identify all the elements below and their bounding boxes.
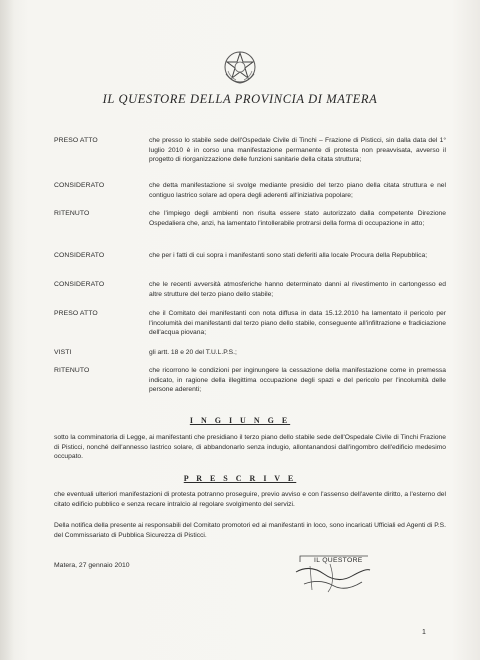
entry-text: che le recenti avversità atmosferiche hanno determinato danni al rivestimento in cartongesso ed altre strutture del terzo piano dello stabile;: [149, 281, 446, 298]
page-title: IL QUESTORE DELLA PROVINCIA DI MATERA: [102, 92, 378, 106]
entry-label: RITENUTO: [54, 210, 90, 217]
entry-text: che il Comitato dei manifestanti con nota diffusa in data 15.12.2010 ha lamentato il pericolo per l'incolumità dei manifestanti dal terzo piano dello stabile, conseguente all'infiltrazione e fradiciazione dell'acqua piovana;: [149, 310, 446, 337]
entry-text: che ricorrono le condizioni per inginungere la cessazione della manifestazione come in premessa indicato, in ragione della illegittima occupazione degli spazi e del pericolo per l'incolumità delle persone aderenti;: [149, 367, 446, 394]
entry-text: che detta manifestazione si svolge mediante presidio del terzo piano della citata struttura e nel contiguo lastrico solare ad opera degli aderenti all'iniziativa popolare;: [149, 182, 446, 199]
entry-text: che presso lo stabile sede dell'Ospedale Civile di Tinchi – Frazione di Pisticci, sin dalla data del 1° luglio 2010 è in corso una manifestazione permanente di protesta non preavvisata, avverso il progetto di riorganizzazione delle funzioni sanitarie della citata struttura;: [149, 137, 446, 164]
prescrive-heading: P R E S C R I V E: [183, 474, 297, 483]
entry-text: che l'impiego degli ambienti non risulta essere stato autorizzato dalla competente Direzione Ospedaliera che, anzi, ha lamentato l'intollerabile protrarsi della forma di occupazione in atto;: [149, 210, 446, 227]
entry-text: che per i fatti di cui sopra i manifestanti sono stati deferiti alla locale Procura della Repubblica;: [149, 252, 428, 259]
entry-label: PRESO ATTO: [54, 137, 98, 144]
notifica-text: Della notifica della presente ai responsabili del Comitato promotori ed ai manifestanti in loco, sono incaricati Ufficiali ed Agenti di P.S. del Commissariato di Pubblica Sicurezza di Pisticci.: [54, 522, 446, 539]
entry-label: RITENUTO: [54, 367, 90, 374]
entry-text: gli artt. 18 e 20 del T.U.L.P.S.;: [149, 349, 237, 356]
date-line: Matera, 27 gennaio 2010: [54, 562, 130, 569]
italian-republic-emblem-icon: [222, 48, 258, 86]
signature-title: IL QUESTORE: [314, 557, 363, 564]
entry-label: CONSIDERATO: [54, 281, 105, 288]
prescrive-text: che eventuali ulteriori manifestazioni di protesta potranno proseguire, previo avviso e con l'assenso dell'avente diritto, a l'esterno del citato edificio pubblico e senza recare intralcio al regolare svolgimento del servizi.: [54, 491, 446, 508]
ingiunge-heading: I N G I U N G E: [189, 416, 291, 425]
entry-label: VISTI: [54, 349, 72, 356]
entry-label: CONSIDERATO: [54, 182, 105, 189]
entry-label: PRESO ATTO: [54, 310, 98, 317]
entry-label: CONSIDERATO: [54, 252, 105, 259]
ingiunge-text: sotto la comminatoria di Legge, ai manifestanti che presidiano il terzo piano dello stabile sede dell'Ospedale Civile di Tinchi Frazione di Pisticci, nonché dell'annesso lastrico solare, di abbandonarlo senza indugio, allontanandosi dall'ingombro dell'edificio medesimo occupato.: [54, 434, 446, 461]
page-number: 1: [422, 629, 426, 636]
